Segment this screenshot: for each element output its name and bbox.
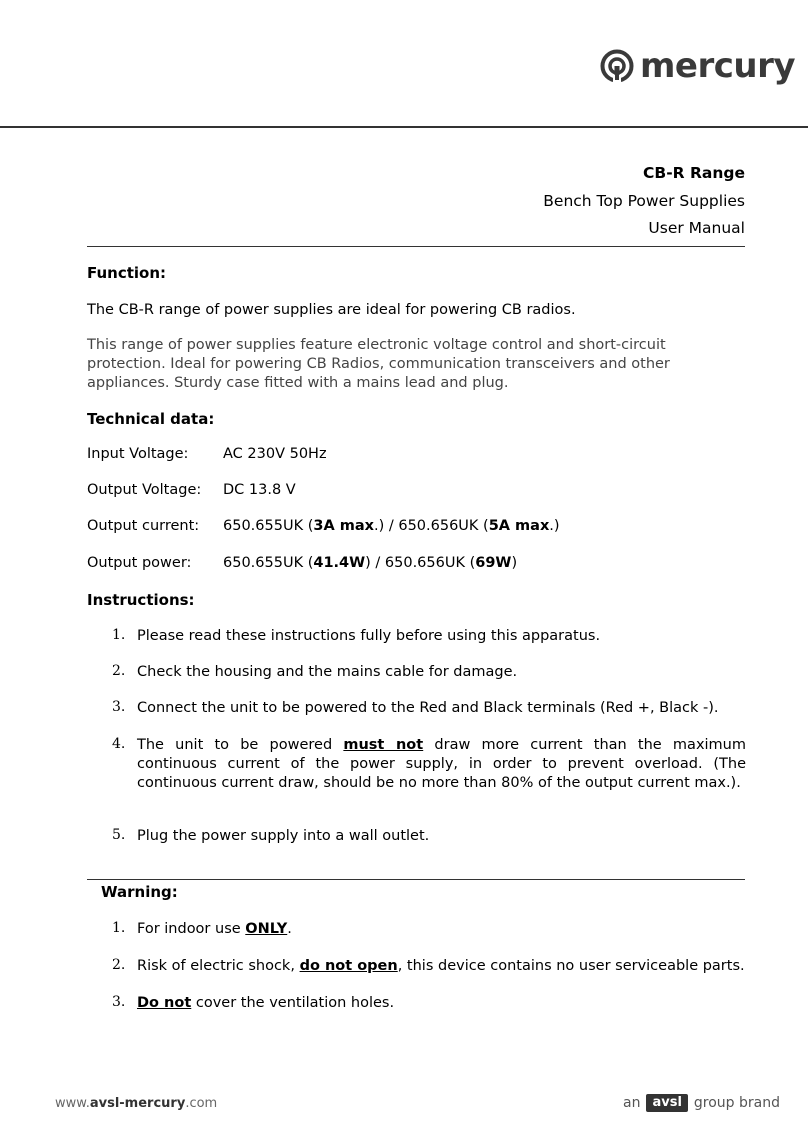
mercury-logo-icon: [600, 49, 634, 83]
spec-value-output-power: 650.655UK (41.4W) / 650.656UK (69W): [223, 555, 518, 571]
mercury-logo: [600, 46, 795, 86]
function-paragraph-2: This range of power supplies feature electronic voltage control and short-circuit protection. Ideal for powering CB Radios, communication transceivers and other appliances. Sturdy case fitted with a mains lead and plug.: [87, 337, 670, 391]
spec-value-output-voltage: DC 13.8 V: [223, 482, 296, 498]
spec-label-output-voltage: Output Voltage:: [87, 482, 202, 498]
function-heading: Function:: [87, 264, 167, 282]
footer-website[interactable]: www.avsl-mercury.com: [55, 1096, 218, 1111]
document-type: User Manual: [648, 219, 745, 237]
spec-label-output-current: Output current:: [87, 518, 200, 534]
title-divider: [87, 246, 745, 247]
instructions-heading: Instructions:: [87, 591, 195, 609]
header-divider: [0, 126, 808, 128]
function-paragraph-1: The CB-R range of power supplies are ideal for powering CB radios.: [87, 302, 576, 318]
spec-value-output-current: 650.655UK (3A max.) / 650.656UK (5A max.): [223, 518, 560, 534]
logo-text: mercury: [640, 46, 796, 86]
avsl-logo: avsl: [646, 1094, 687, 1112]
document-title: CB-R Range: [643, 164, 745, 182]
footer-brand: an avsl group brand: [623, 1095, 780, 1111]
document-subtitle: Bench Top Power Supplies: [543, 192, 745, 210]
warning-divider: [87, 879, 745, 880]
spec-value-input-voltage: AC 230V 50Hz: [223, 446, 327, 462]
spec-label-input-voltage: Input Voltage:: [87, 446, 189, 462]
technical-heading: Technical data:: [87, 410, 215, 428]
warning-heading: Warning:: [101, 883, 178, 901]
spec-label-output-power: Output power:: [87, 555, 192, 571]
